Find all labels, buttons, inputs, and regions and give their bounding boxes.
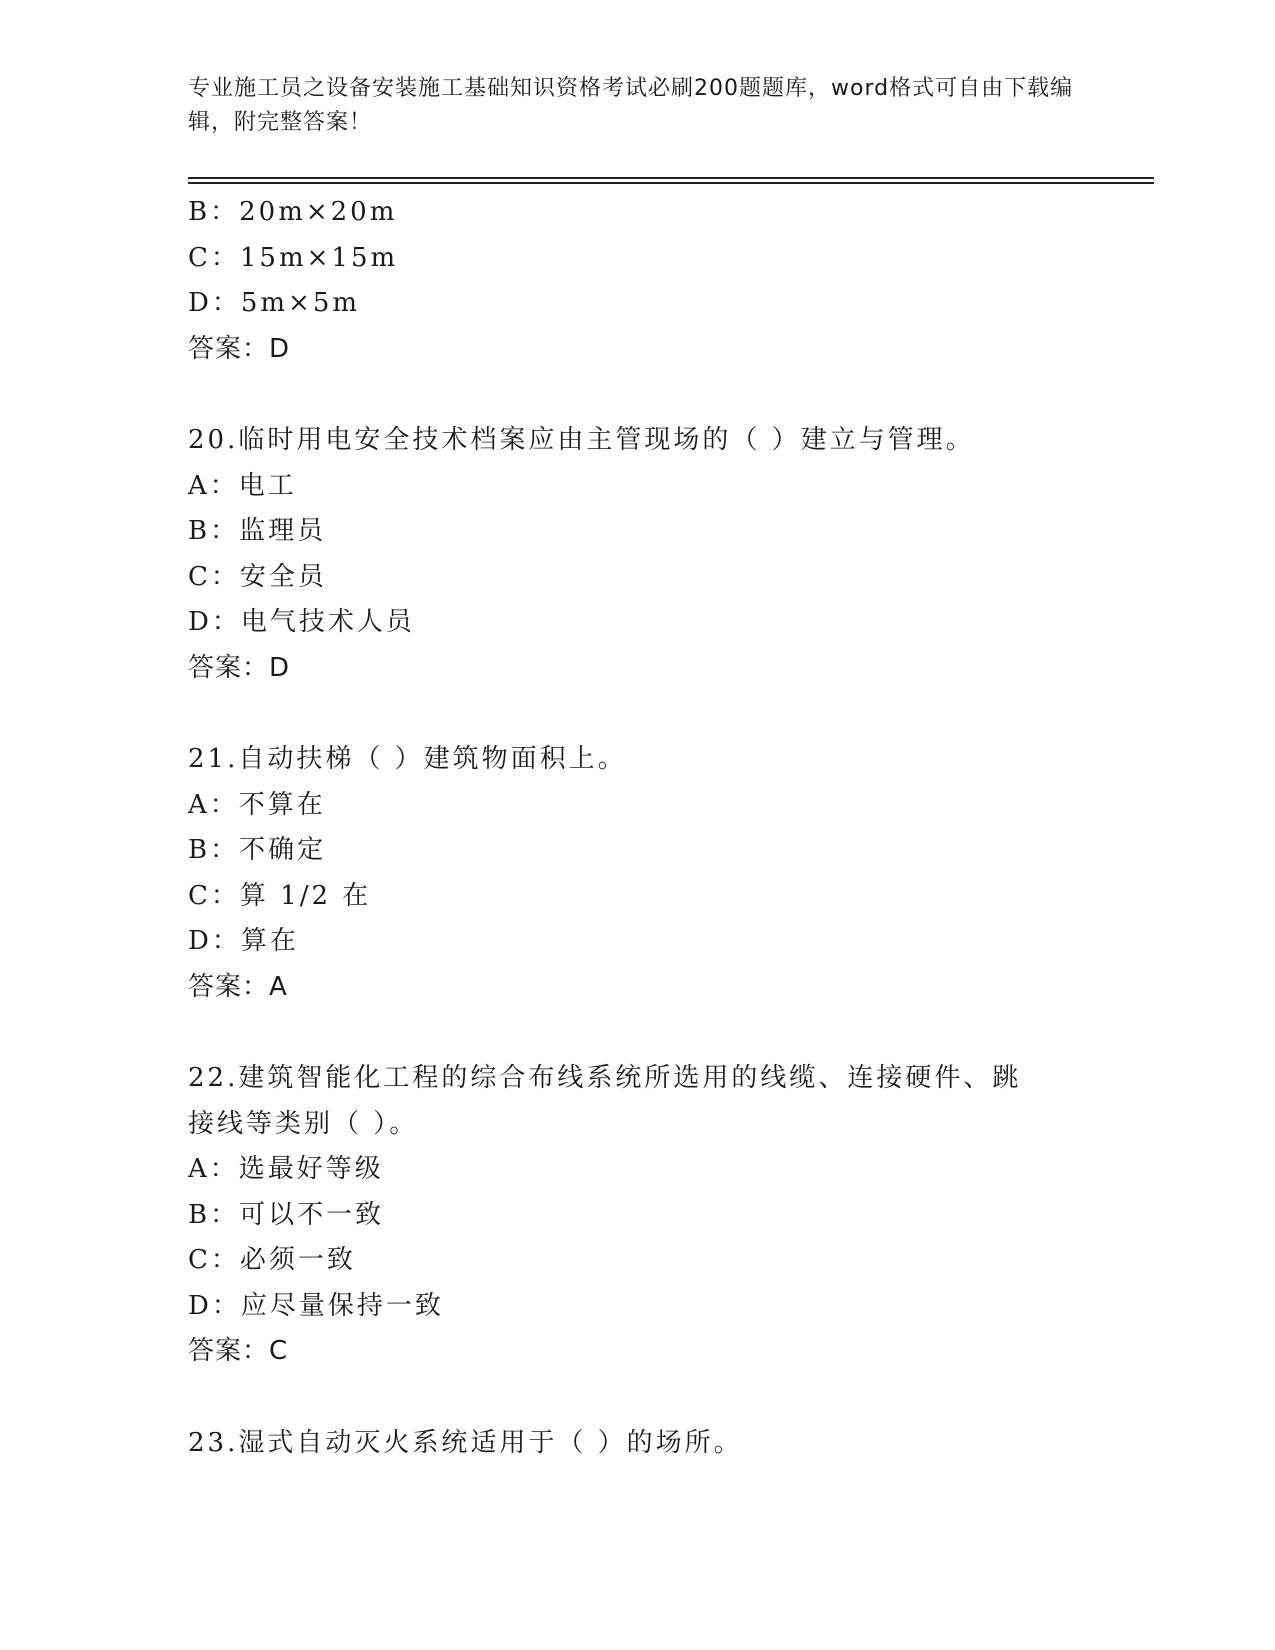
option-a: A：电工: [188, 470, 297, 501]
option-b: B：20m×20m: [188, 197, 398, 227]
option-c: C：15m×15m: [188, 242, 399, 273]
option-c: C：算 1/2 在: [188, 880, 372, 911]
option-d: D：5m×5m: [188, 288, 361, 318]
answer-line: 答案：A: [188, 971, 288, 1002]
question-22: [188, 1056, 1088, 1375]
header-divider-top: [188, 177, 1154, 179]
answer-line: 答案：D: [188, 333, 291, 364]
document-title: 专业施工员之设备安装施工基础知识资格考试必刷200题题库，word格式可自由下载编辑，附完整答案！: [188, 76, 1074, 135]
option-d: D：应尽量保持一致: [188, 1290, 444, 1321]
answer-line: 答案：C: [188, 1336, 289, 1366]
answer-line: 答案：D: [188, 652, 291, 683]
question-list: [188, 190, 1088, 1466]
option-b: B：不确定: [188, 835, 327, 865]
question-21: [188, 737, 1088, 1010]
option-c: C：必须一致: [188, 1245, 356, 1275]
question-23: [188, 1421, 1088, 1467]
option-d: D：电气技术人员: [188, 607, 415, 637]
option-b: B：监理员: [188, 516, 327, 546]
question-stem: 21.自动扶梯（ ）建筑物面积上。: [188, 744, 627, 774]
option-d: D：算在: [188, 926, 299, 956]
option-b: B：可以不一致: [188, 1199, 385, 1230]
option-a: A：不算在: [188, 789, 326, 820]
option-c: C：安全员: [188, 561, 327, 592]
question-19-continuation: [188, 190, 1088, 372]
question-stem: 23.湿式自动灭火系统适用于（ ）的场所。: [188, 1427, 743, 1458]
header-divider-bottom: [188, 182, 1154, 184]
option-a: A：选最好等级: [188, 1154, 384, 1184]
question-stem: 20.临时用电安全技术档案应由主管现场的（ ）建立与管理。: [188, 425, 975, 455]
question-20: [188, 418, 1088, 691]
question-stem: 22.建筑智能化工程的综合布线系统所选用的线缆、连接硬件、跳接线等类别（ ）。: [188, 1063, 1022, 1139]
